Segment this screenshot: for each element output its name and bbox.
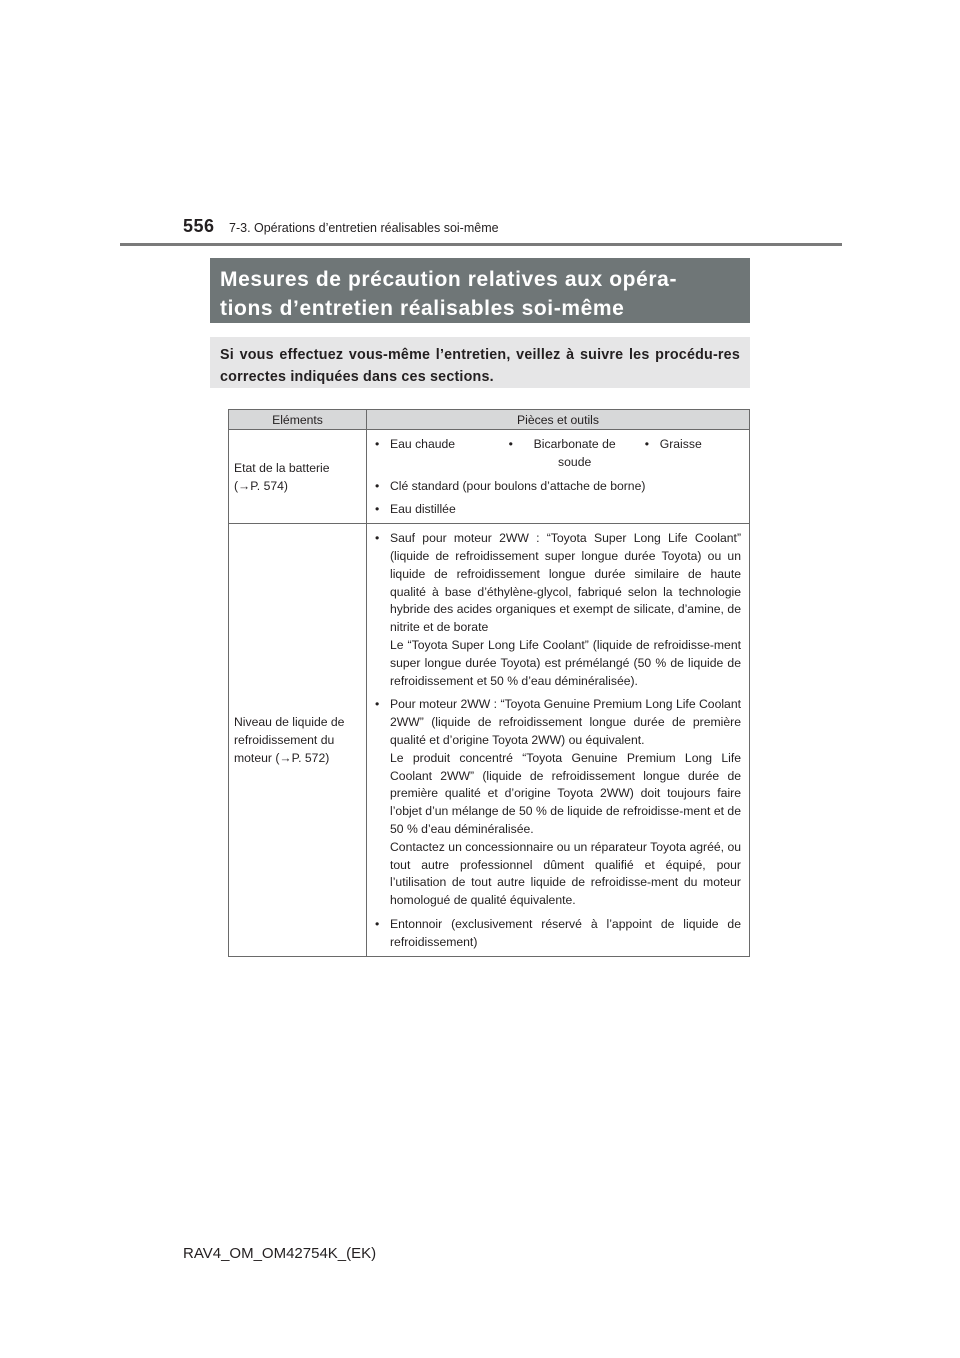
element-page-ref: (→P. 574) [234,478,288,493]
intro-banner [210,337,750,388]
element-cell [229,430,367,524]
title-banner [210,258,750,323]
element-label: Niveau de liquide de [234,714,345,729]
parts-cell [367,430,750,524]
list-item: • Pour moteur 2WW : “Toyota Genuine Premium Long Life Coolant 2WW” (liquide de refroidissement longue durée de première qualité et d’origine Toyota 2WW) ou équivalent. Le produit concentré “Toyota Genuine Premium Long Life Coolant 2WW” (liquide de refroidissement longue durée de première qualité et d’origine Toyota 2WW) doit toujours faire l’objet d’un mélange de 50 % de liquide de refroidisse-ment et de 50 % d’eau déminéralisée. Contactez un concessionnaire ou un réparateur Toyota agréé, ou tout autre professionnel dûment qualifié et équipé, pour l’utilisation de tout autre liquide de refroidisse-ment du moteur homologué de qualité équivalente. [375,697,741,908]
bullet-icon: • [375,478,380,493]
element-page-ref: moteur (→P. 572) [234,750,330,765]
bullet-icon: • [375,531,380,546]
column-header-parts: Pièces et outils [367,410,750,430]
element-label: refroidissement du [234,732,335,747]
column-header-elements: Eléments [229,410,367,430]
list-item: • Bicarbonate de soude [508,437,616,469]
bullet-icon: • [375,437,380,451]
table-header-row [229,410,750,430]
parts-cell [367,524,750,956]
list-item: • Graisse [642,436,741,454]
page-title-line-1: Mesures de précaution relatives aux opéra- [220,268,678,291]
bullet-icon: • [375,916,380,931]
list-item: • Entonnoir (exclusivement réservé à l’appoint de liquide de refroidissement) [375,916,741,949]
document-code: RAV4_OM_OM42754K_(EK) [183,1245,377,1262]
element-label: Etat de la batterie [234,460,330,475]
bullet-icon: • [644,437,650,451]
parts-table [228,409,750,957]
page-title-line-2: tions d’entretien réalisables soi-même [220,297,625,320]
list-item: • Eau chaude [372,436,506,454]
page-number: 556 [183,216,215,236]
bullet-icon: • [375,502,380,517]
list-item: • Clé standard (pour boulons d’attache de borne) [372,478,741,496]
intro-text: Si vous effectuez vous-même l’entretien, veillez à suivre les procédu-res correctes indiquées dans ces sections. [220,347,740,385]
section-title: 7-3. Opérations d’entretien réalisables soi-même [229,221,499,235]
header-divider [120,243,842,246]
element-cell [229,524,367,956]
table-row [229,524,750,956]
bullet-icon: • [508,437,513,451]
parts-inline-list [372,436,741,472]
list-item: • Sauf pour moteur 2WW : “Toyota Super Long Life Coolant” (liquide de refroidissement super longue durée Toyota) ou un liquide de refroidissement longue durée similaire de haute qualité à base d’éthylène-glycol, fabriqué selon la technologie hybride des acides organiques et exempt de silicate, d’amine, de nitrite et de borate Le “Toyota Super Long Life Coolant” (liquide de refroidisse-ment super longue durée Toyota) est prémélangé (50 % de liquide de refroidissement et 50 % d’eau déminéralisée). [375,531,741,688]
bullet-icon: • [375,697,380,712]
table-row [229,430,750,524]
list-item: • Eau distillée [372,501,741,519]
